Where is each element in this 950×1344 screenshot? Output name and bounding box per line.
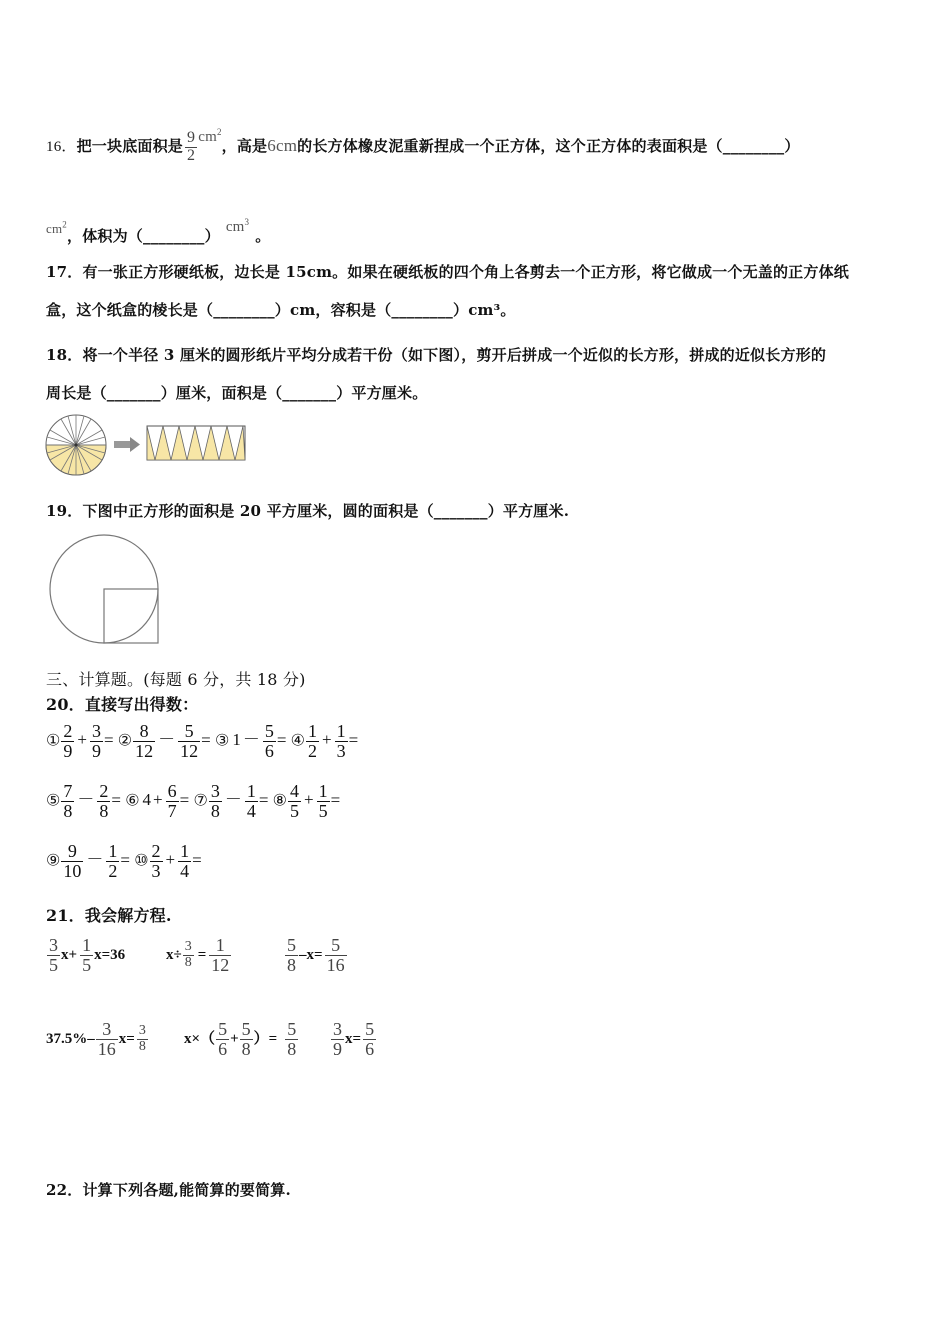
q21-eq-3: $\frac{5}{8}$ –x= $\frac{5}{16}$ [287,935,345,975]
q18-line2: 周长是（_______）厘米，面积是（_______）平方厘米。 [46,384,428,402]
q16-number: 16． [46,139,77,155]
q20-row-2: ⑤ $\frac{7}{8}$ － $\frac{2}{8}$ = ⑥ 4 + $\frac{6}{7}$ = ⑦ $\frac{3}{8}$ － $\frac{1}{4}$ = ⑧ $\frac{4}{5}$ + $\frac{1}{5}$ = [46,781,341,821]
circle-square-figure [46,532,162,648]
q20-row-3: ⑨ $\frac{9}{10}$ － $\frac{1}{2}$ = ⑩ $\frac{2}{3}$ + $\frac{1}{4}$ = [46,841,202,881]
q19-text: 19．下图中正方形的面积是 20 平方厘米，圆的面积是（_______）平方厘米. [46,502,570,520]
q20-title: 20．直接写出得数： [46,695,199,714]
q21-title: 21．我会解方程. [46,906,172,925]
q20-row-1: ① $\frac{2}{9}$ + $\frac{3}{9}$ = ② $\frac{8}{12}$ － $\frac{5}{12}$ = ③ 1 － $\frac{5}{6}$ = ④ $\frac{1}{2}$ + $\frac{1}{3}$ = [46,721,359,761]
circle-to-rectangle-figure [44,412,250,478]
q21-eq-2: x÷ $\frac{3}{8}$ = $\frac{1}{12}$ [166,935,230,975]
q17-line2: 盒，这个纸盒的棱长是（________）cm，容积是（________）cm³。 [46,301,516,319]
q16-line2: $cm^2$，体积为（________） $cm^3$。 [46,217,271,245]
q21-eq-4: 37.5%– $\frac{3}{16}$ x= $\frac{3}{8}$ [46,1019,146,1059]
q18-line1: 18．将一个半径 3 厘米的圆形纸片平均分成若干份（如下图），剪开后拼成一个近似的长方形，拼成的近似长方形的 [46,346,827,364]
section-3-title: 三、计算题。(每题 6 分，共 18 分) [46,670,306,689]
q16-line1: 16．把一块底面积是 $\frac{9}{2}$ $cm^2$，高是6cm的长方体橡皮泥重新捏成一个正方体，这个正方体的表面积是（________） [46,127,800,164]
fraction: $\frac{9}{2}$ [187,128,196,164]
q17-line1: 17．有一张正方形硬纸板，边长是 15cm。如果在硬纸板的四个角上各剪去一个正方形，将它做成一个无盖的正方体纸 [46,263,849,281]
q21-eq-5: x×（ $\frac{5}{6}$ + $\frac{5}{8}$ ）= $\frac{5}{8}$ [184,1019,297,1059]
q21-eq-1: $\frac{3}{5}$ x+ $\frac{1}{5}$ x=36 [49,935,126,975]
q21-eq-6: $\frac{3}{9}$ x= $\frac{5}{6}$ [333,1019,375,1059]
q22-text: 22．计算下列各题,能简算的要简算. [46,1181,291,1199]
